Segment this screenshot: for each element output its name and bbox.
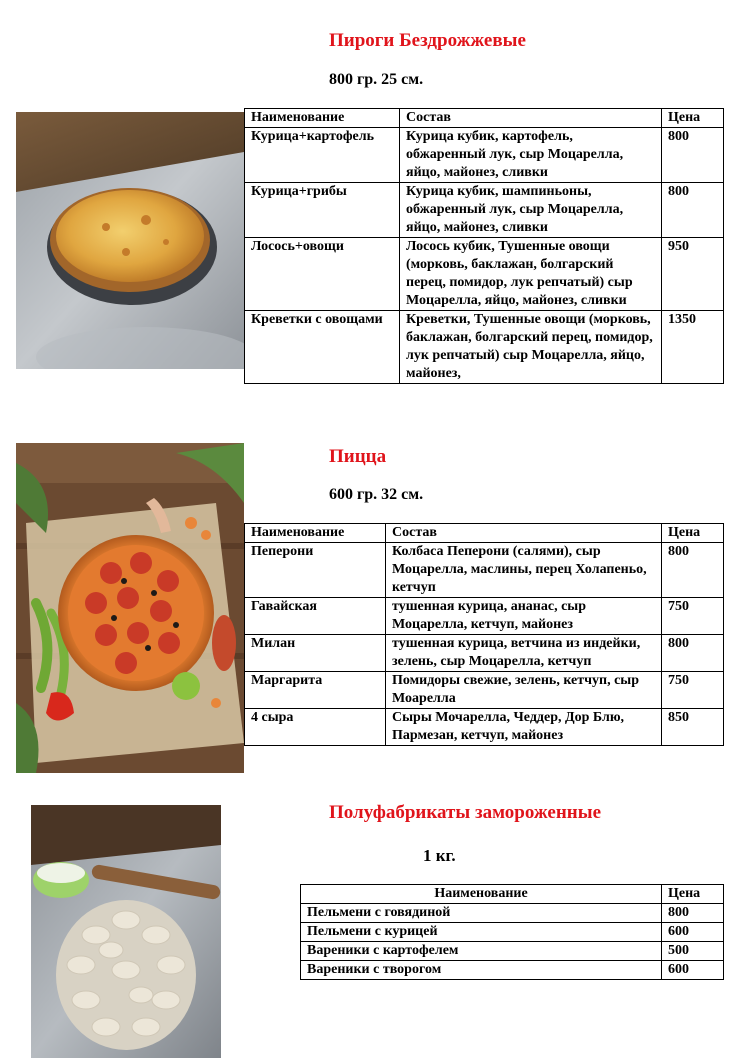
item-price: 800 [662, 183, 724, 238]
item-price: 850 [662, 709, 724, 746]
pizza-size: 600 гр. 32 см. [329, 486, 424, 503]
item-name: Лосось+овощи [245, 238, 400, 311]
item-name: Пельмени с курицей [301, 923, 662, 942]
column-header-name: Наименование [301, 885, 662, 904]
pies-table [244, 108, 724, 384]
item-price: 1350 [662, 311, 724, 384]
table-row [245, 635, 724, 672]
table-header-row [301, 885, 724, 904]
pies-size: 800 гр. 25 см. [329, 71, 424, 88]
frozen-title: Полуфабрикаты замороженные [329, 802, 602, 823]
table-row [245, 543, 724, 598]
item-name: Курица+грибы [245, 183, 400, 238]
table-row [301, 923, 724, 942]
item-price: 800 [662, 543, 724, 598]
item-price: 950 [662, 238, 724, 311]
item-composition: Лосось кубик, Тушенные овощи (морковь, баклажан, болгарский перец, помидор, лук репчатый) сыр Моцарелла, яйцо, майонез, сливки [400, 238, 662, 311]
frozen-table [300, 884, 724, 980]
table-row [245, 709, 724, 746]
item-composition: Сыры Мочарелла, Чеддер, Дор Блю, Пармезан, кетчуп, майонез [386, 709, 662, 746]
dumplings-photo [31, 805, 221, 1058]
item-price: 600 [662, 961, 724, 980]
pies-title: Пироги Бездрожжевые [329, 30, 526, 51]
column-header-price: Цена [662, 885, 724, 904]
table-row [245, 598, 724, 635]
column-header-name: Наименование [245, 524, 386, 543]
table-row [301, 961, 724, 980]
item-price: 500 [662, 942, 724, 961]
item-name: 4 сыра [245, 709, 386, 746]
item-name: Маргарита [245, 672, 386, 709]
column-header-composition: Состав [386, 524, 662, 543]
item-price: 750 [662, 672, 724, 709]
column-header-composition: Состав [400, 109, 662, 128]
item-name: Вареники с картофелем [301, 942, 662, 961]
item-composition: тушенная курица, ветчина из индейки, зелень, сыр Моцарелла, кетчуп [386, 635, 662, 672]
table-header-row [245, 109, 724, 128]
item-price: 750 [662, 598, 724, 635]
pizza-photo [16, 443, 244, 773]
table-row [245, 183, 724, 238]
column-header-price: Цена [662, 109, 724, 128]
item-composition: Помидоры свежие, зелень, кетчуп, сыр Моарелла [386, 672, 662, 709]
frozen-size: 1 кг. [423, 846, 456, 865]
item-name: Курица+картофель [245, 128, 400, 183]
pizza-table [244, 523, 724, 746]
item-price: 600 [662, 923, 724, 942]
table-row [245, 238, 724, 311]
table-row [245, 311, 724, 384]
item-name: Вареники с творогом [301, 961, 662, 980]
pizza-title: Пицца [329, 446, 387, 467]
item-name: Гавайская [245, 598, 386, 635]
item-composition: Курица кубик, шампиньоны, обжаренный лук, сыр Моцарелла, яйцо, майонез, сливки [400, 183, 662, 238]
item-name: Креветки с овощами [245, 311, 400, 384]
item-composition: Колбаса Пеперони (салями), сыр Моцарелла, маслины, перец Холапеньо, кетчуп [386, 543, 662, 598]
item-composition: Курица кубик, картофель, обжаренный лук, сыр Моцарелла, яйцо, майонез, сливки [400, 128, 662, 183]
table-row [301, 904, 724, 923]
table-header-row [245, 524, 724, 543]
item-name: Пельмени с говядиной [301, 904, 662, 923]
table-row [245, 128, 724, 183]
column-header-name: Наименование [245, 109, 400, 128]
pie-photo [16, 112, 244, 369]
item-name: Пеперони [245, 543, 386, 598]
column-header-price: Цена [662, 524, 724, 543]
item-composition: тушенная курица, ананас, сыр Моцарелла, кетчуп, майонез [386, 598, 662, 635]
item-price: 800 [662, 635, 724, 672]
item-composition: Креветки, Тушенные овощи (морковь, баклажан, болгарский перец, помидор, лук репчатый) сыр Моцарелла, яйцо, майонез, [400, 311, 662, 384]
item-price: 800 [662, 128, 724, 183]
table-row [301, 942, 724, 961]
item-name: Милан [245, 635, 386, 672]
item-price: 800 [662, 904, 724, 923]
table-row [245, 672, 724, 709]
